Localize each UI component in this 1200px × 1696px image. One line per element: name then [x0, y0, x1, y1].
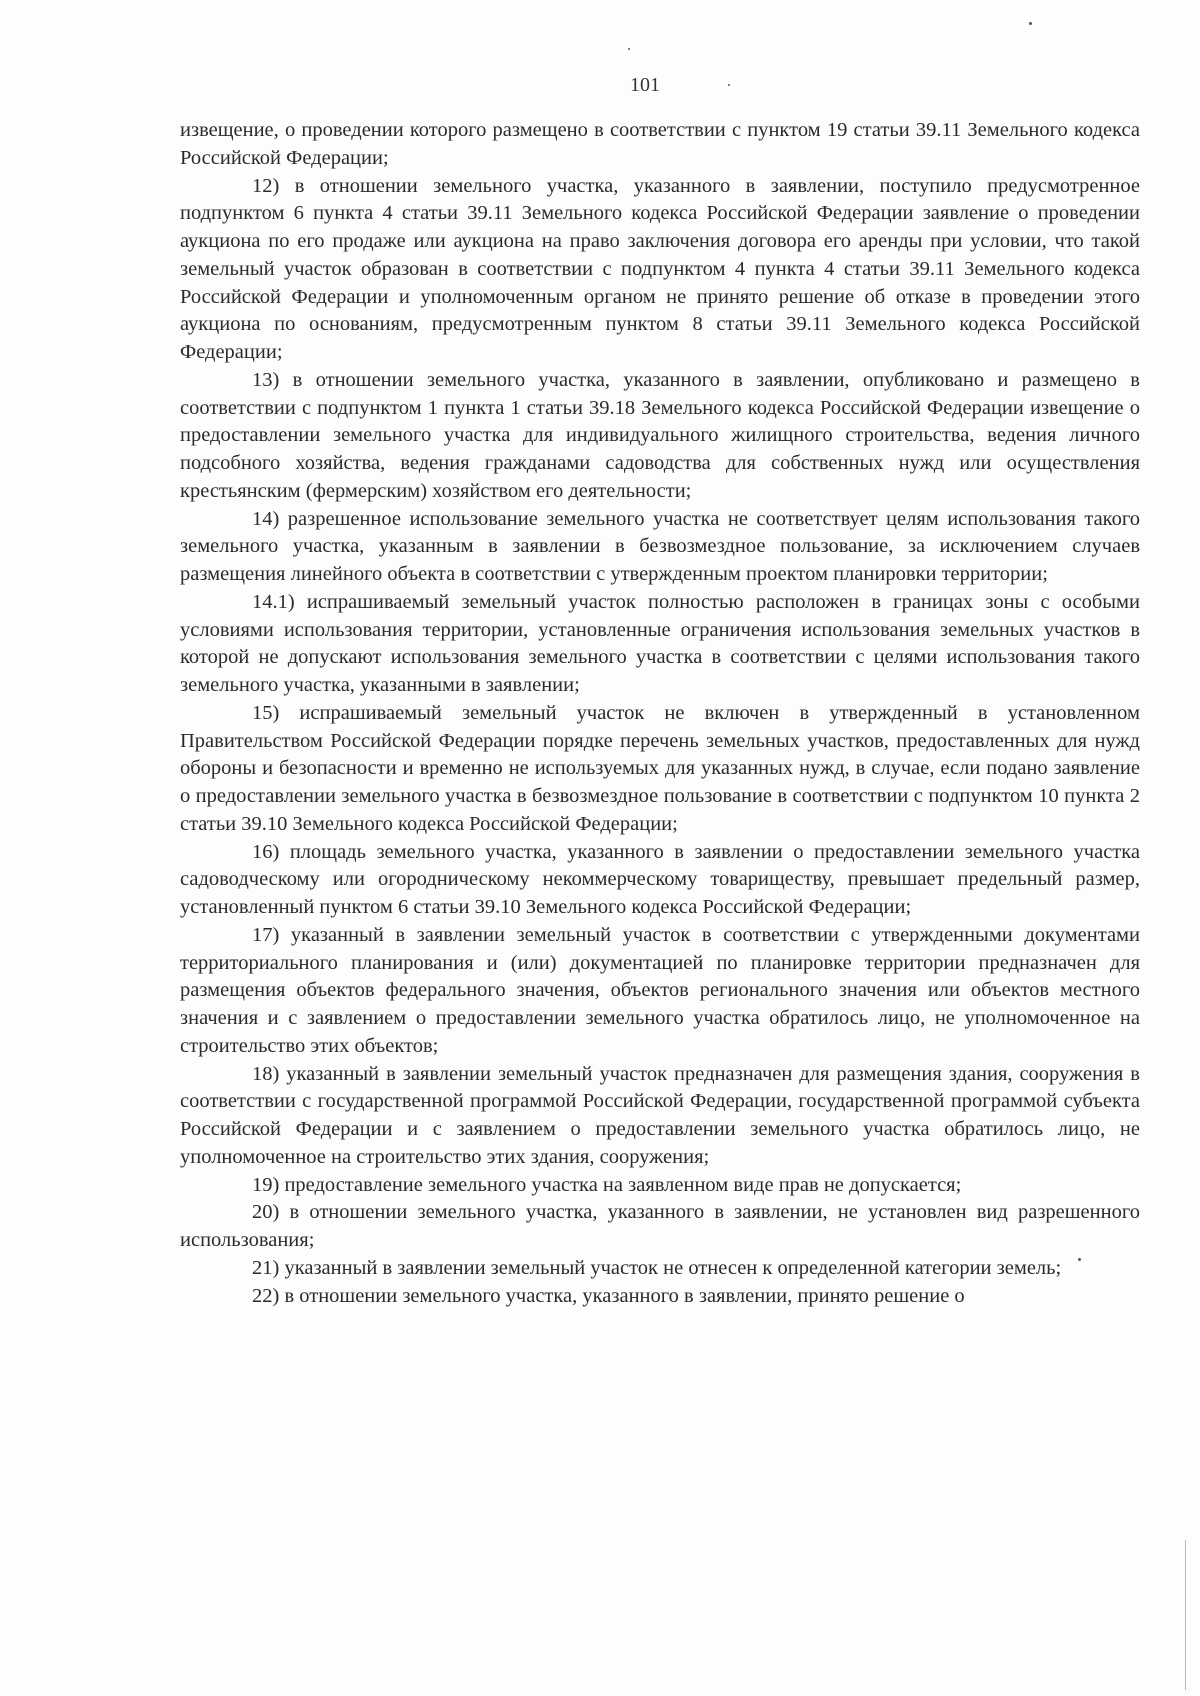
document-body — [180, 117, 1140, 1310]
paragraph-continuation: извещение, о проведении которого размещено в соответствии с пунктом 19 статьи 39.11 Земельного кодекса Российской Федерации; — [180, 119, 1140, 169]
scan-speck — [1078, 1258, 1081, 1261]
paragraph-item-14: 14) разрешенное использование земельного участка не соответствует целям использования такого земельного участка, указанным в заявлении в безвозмездное пользование, за исключением случаев размещения линейного объекта в соответствии с утвержденным проектом планировки территории; — [180, 507, 1140, 585]
paragraph-item-16: 16) площадь земельного участка, указанного в заявлении о предоставлении земельного участка садоводческому или огородническому некоммерческому товариществу, превышает предельный размер, установленный пунктом 6 статьи 39.10 Земельного кодекса Российской Федерации; — [180, 840, 1140, 918]
paragraph-item-15: 15) испрашиваемый земельный участок не включен в утвержденный в установленном Правительством Российской Федерации порядке перечень земельных участков, предоставленных для нужд обороны и безопасности и временно не используемых для указанных нужд, в случае, если подано заявление о предоставлении земельного участка в безвозмездное пользование в соответствии с подпунктом 10 пункта 2 статьи 39.10 Земельного кодекса Российской Федерации; — [180, 701, 1140, 835]
paragraph-item-19: 19) предоставление земельного участка на заявленном виде прав не допускается; — [252, 1173, 962, 1196]
paragraph-item-14-1: 14.1) испрашиваемый земельный участок полностью расположен в границах зоны с особыми условиями использования территории, установленные ограничения использования земельных участков в которой не допускают использования земельного участка в соответствии с целями использования такого земельного участка, указанными в заявлении; — [180, 590, 1140, 696]
scan-speck — [728, 84, 730, 86]
paragraph-item-21: 21) указанный в заявлении земельный участок не отнесен к определенной категории земель; — [252, 1256, 1062, 1279]
paragraph-item-12: 12) в отношении земельного участка, указанного в заявлении, поступило предусмотренное подпунктом 6 пункта 4 статьи 39.11 Земельного кодекса Российской Федерации заявление о проведении аукциона по его продаже или аукциона на право заключения договора его аренды при условии, что такой земельный участок образован в соответствии с подпунктом 4 пункта 4 статьи 39.11 Земельного кодекса Российской Федерации и уполномоченным органом не принято решение об отказе в проведении этого аукциона по основаниям, предусмотренным пунктом 8 статьи 39.11 Земельного кодекса Российской Федерации; — [180, 174, 1140, 363]
page-number: 101 — [630, 74, 660, 96]
scan-speck — [1029, 22, 1032, 25]
paragraph-item-13: 13) в отношении земельного участка, указанного в заявлении, опубликовано и размещено в соответствии с подпунктом 1 пункта 1 статьи 39.18 Земельного кодекса Российской Федерации извещение о предоставлении земельного участка для индивидуального жилищного строительства, ведения личного подсобного хозяйства, ведения гражданами садоводства для собственных нужд или осуществления крестьянским (фермерским) хозяйством его деятельности; — [180, 368, 1140, 502]
paragraph-item-18: 18) указанный в заявлении земельный участок предназначен для размещения здания, сооружения в соответствии с государственной программой Российской Федерации, государственной программой субъекта Российской Федерации и с заявлением о предоставлении земельного участка обратилось лицо, не уполномоченное на строительство этих здания, сооружения; — [180, 1062, 1140, 1168]
paragraph-item-20: 20) в отношении земельного участка, указанного в заявлении, не установлен вид разрешенного использования; — [180, 1201, 1140, 1251]
scan-speck — [628, 48, 630, 50]
paragraph-item-22: 22) в отношении земельного участка, указанного в заявлении, принято решение о — [252, 1284, 965, 1307]
scan-edge-line — [1185, 1540, 1186, 1690]
paragraph-item-17: 17) указанный в заявлении земельный участок в соответствии с утвержденными документами территориального планирования и (или) документацией по планировке территории предназначен для размещения объектов федерального значения, объектов регионального значения или объектов местного значения и с заявлением о предоставлении земельного участка обратилось лицо, не уполномоченное на строительство этих объектов; — [180, 923, 1140, 1057]
